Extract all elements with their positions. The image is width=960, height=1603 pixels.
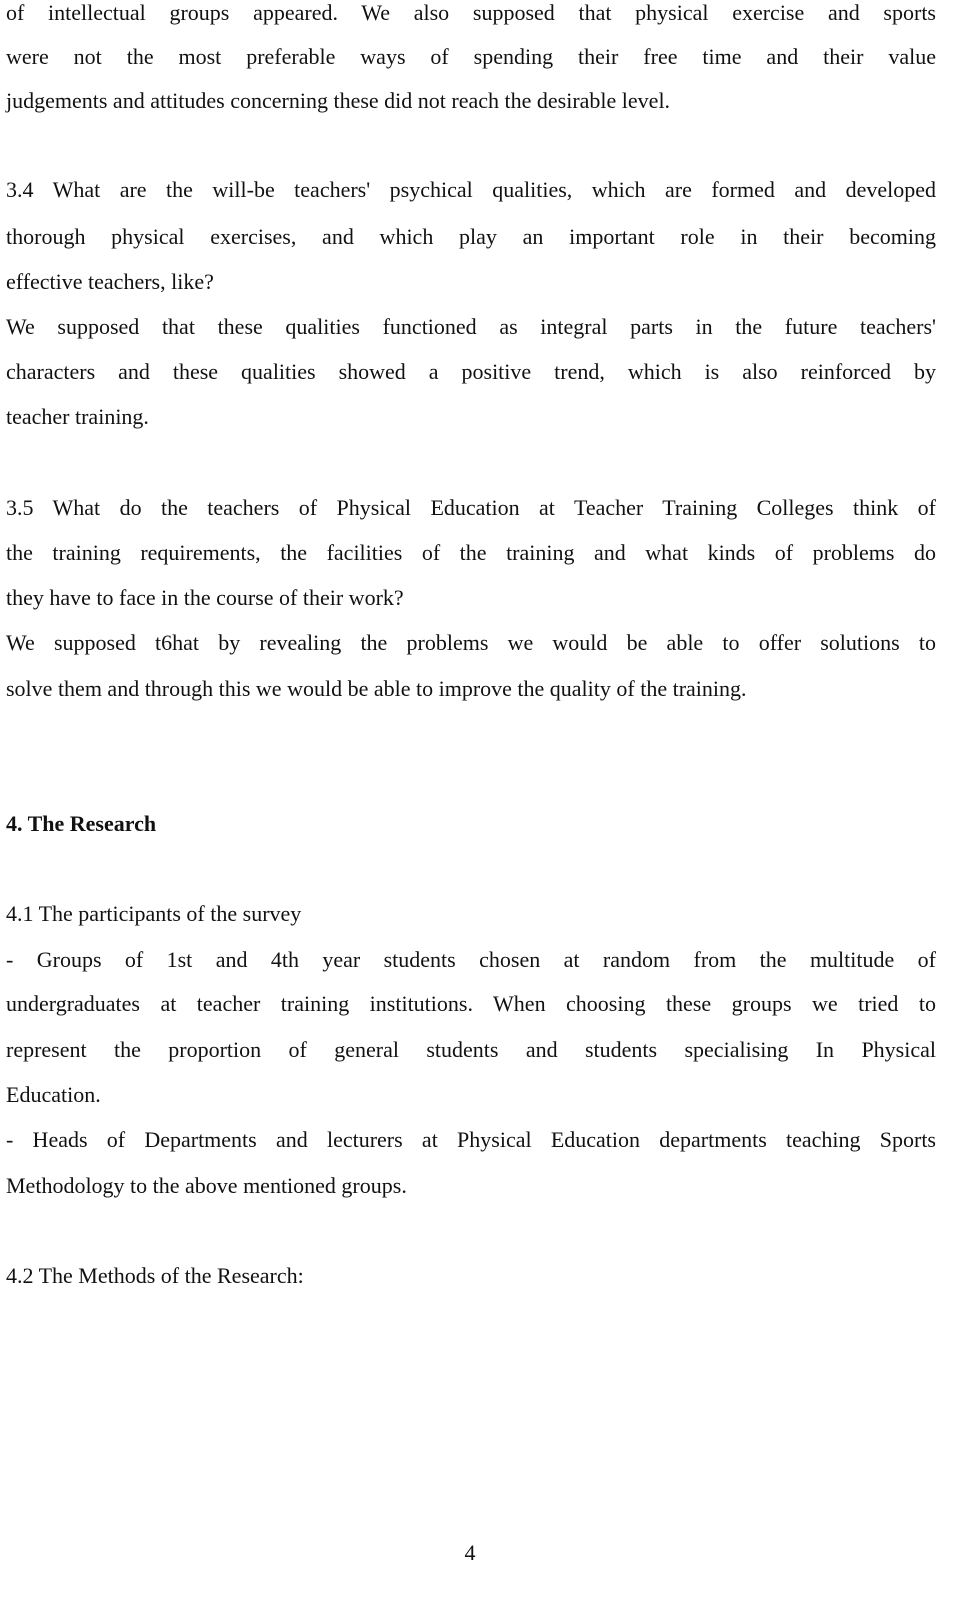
subsection-heading: 4.2 The Methods of the Research: (6, 1263, 304, 1288)
paragraph-line: were not the most preferable ways of spending their free time and their value (6, 44, 936, 69)
question-line: effective teachers, like? (6, 269, 214, 294)
list-item-line: undergraduates at teacher training institutions. When choosing these groups we tried to (6, 991, 936, 1016)
question-line: 3.4 What are the will-be teachers' psychical qualities, which are formed and developed (6, 177, 936, 202)
hypothesis-line: We supposed t6hat by revealing the problems we would be able to offer solutions to (6, 630, 936, 655)
hypothesis-line: solve them and through this we would be able to improve the quality of the training. (6, 676, 747, 701)
list-item-line: - Groups of 1st and 4th year students chosen at random from the multitude of (6, 947, 936, 972)
question-line: 3.5 What do the teachers of Physical Education at Teacher Training Colleges think of (6, 495, 936, 520)
list-item-line: - Heads of Departments and lecturers at Physical Education departments teaching Sports (6, 1127, 936, 1152)
section-heading: 4. The Research (6, 811, 157, 836)
question-line: the training requirements, the facilities of the training and what kinds of problems do (6, 540, 936, 565)
subsection-heading: 4.1 The participants of the survey (6, 901, 302, 926)
list-item-line: represent the proportion of general students and students specialising In Physical (6, 1037, 936, 1062)
question-line: they have to face in the course of their work? (6, 585, 404, 610)
paragraph-line: of intellectual groups appeared. We also supposed that physical exercise and sports (6, 0, 936, 25)
hypothesis-line: characters and these qualities showed a positive trend, which is also reinforced by (6, 359, 936, 384)
page-number: 4 (464, 1540, 476, 1565)
hypothesis-line: We supposed that these qualities functioned as integral parts in the future teachers' (6, 314, 936, 339)
paragraph-line: judgements and attitudes concerning these did not reach the desirable level. (6, 88, 671, 113)
question-line: thorough physical exercises, and which play an important role in their becoming (6, 224, 936, 249)
list-item-line: Education. (6, 1082, 101, 1107)
list-item-line: Methodology to the above mentioned groups. (6, 1173, 407, 1198)
hypothesis-line: teacher training. (6, 404, 149, 429)
